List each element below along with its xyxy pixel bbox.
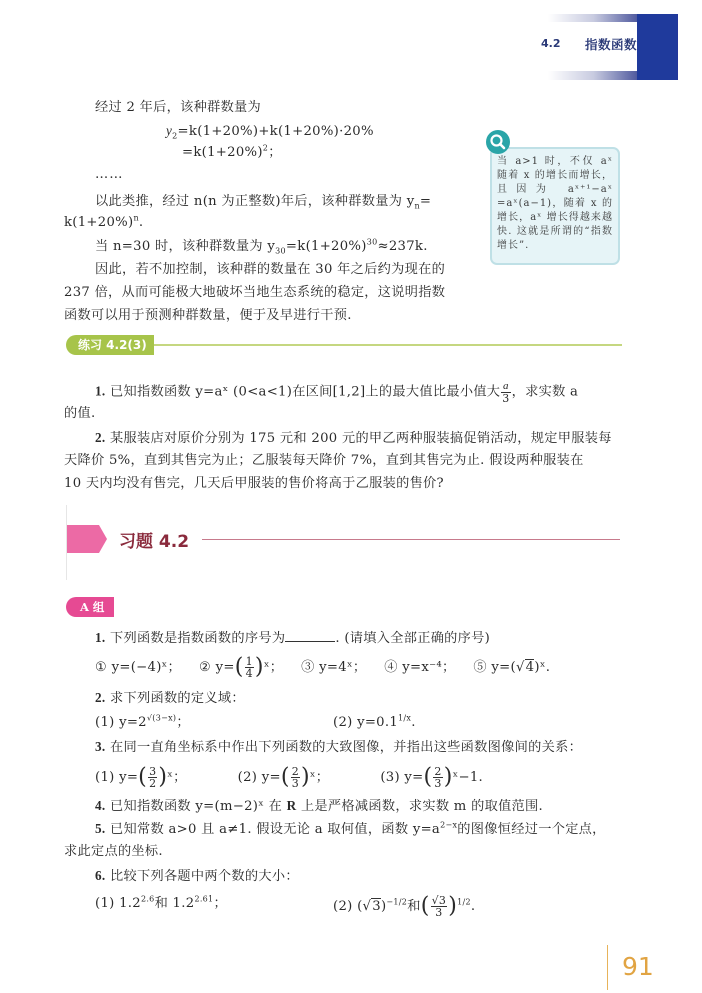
part-a: (1) 1.2: [95, 896, 141, 911]
part-b: 和 1.2: [154, 896, 195, 911]
exercise-q6-part-1: [95, 895, 227, 913]
exponent: √(3−x): [146, 713, 177, 723]
ellipsis: ……: [95, 167, 124, 182]
section-number: 4.2: [541, 37, 561, 50]
practice-title-badge: 练习 4.2(3): [66, 335, 154, 355]
body-line-1: 经过 2 年后，该种群数量为: [95, 100, 262, 115]
part-end: ；: [176, 715, 190, 730]
q4-text-b: 上是严格减函数，求实数 m 的取值范围.: [296, 799, 544, 814]
exponent: −1/2: [386, 897, 408, 907]
frac-den: 3: [502, 392, 510, 405]
q1-text-b: ，求实数 a: [511, 384, 579, 400]
frac-den: 3: [435, 906, 443, 919]
part-1-pre: (1) y=: [95, 770, 139, 785]
exercise-q1: [95, 629, 490, 648]
part-end: .: [411, 715, 416, 730]
p2-sup: 30: [366, 237, 378, 247]
part-pre: (1) y=2: [95, 715, 147, 730]
radicand: 3: [372, 899, 381, 914]
part-2-post: ˣ；: [309, 770, 330, 785]
exercise-tab-marker: [67, 525, 107, 553]
option-2-pre: ② y=: [199, 660, 235, 675]
frac-den: 4: [245, 667, 253, 680]
frac-den: 3: [291, 777, 300, 790]
eq2-end: ；: [268, 145, 282, 160]
option-1: ① y=(−4)ˣ；: [95, 660, 182, 675]
var-y: y: [166, 123, 173, 138]
fraction-sqrt3-3: [431, 895, 448, 918]
p1-a: 以此类推，经过 n(n 为正整数)年后，该种群数量为 y: [95, 194, 415, 209]
answer-blank[interactable]: [285, 629, 335, 642]
frac-num: 1: [245, 655, 253, 668]
eq2-text: =k(1+20%): [182, 145, 263, 160]
para-3-line-3: 函数可以用于预测种群数量，便于及早进行干预.: [64, 308, 352, 323]
p1-sup: n: [133, 213, 139, 223]
para-1-line-1: [95, 193, 431, 211]
para-2: [95, 238, 428, 256]
q-number: 3.: [95, 739, 106, 754]
part-2-pre: (2) y=: [237, 770, 281, 785]
q-number: 4.: [95, 798, 106, 813]
fraction-3-2: [148, 766, 157, 789]
exponent: 2−x: [440, 820, 458, 830]
fraction-2-3: [433, 766, 442, 789]
practice-q2-line-1: [95, 429, 612, 448]
q3-text: 在同一直角坐标系中作出下列函数的大致图像，并指出这些函数图像间的关系：: [110, 740, 583, 755]
q-number: 1.: [95, 383, 106, 399]
header-blue-block: [637, 14, 677, 80]
exercise-q2-part-1: [95, 714, 190, 732]
group-a-badge: A 组: [66, 597, 114, 617]
practice-q2-line-2: 天降价 5%，直到其售完为止；乙服装每天降价 7%，直到其售完为止. 假设两种服装在: [64, 453, 584, 468]
exponent: 2.61: [194, 894, 214, 904]
part-pre: (2) y=0.1: [333, 715, 399, 730]
fraction-1-4: [245, 656, 254, 679]
equation-y2-simplified: [182, 144, 282, 162]
part-1-post: ˣ；: [167, 770, 187, 785]
q-number: 2.: [95, 430, 106, 445]
part-end: ；: [213, 896, 227, 911]
exponent: 1/2: [457, 897, 471, 907]
part-3-post: ˣ−1.: [452, 770, 483, 785]
q-number: 5.: [95, 821, 106, 836]
practice-q1-line-2: 的值.: [64, 406, 96, 421]
part-3-pre: (3) y=: [380, 770, 424, 785]
practice-q2-line-3: 10 天内均没有售完，几天后甲服装的售价将高于乙服装的售价?: [64, 476, 444, 491]
q-number: 6.: [95, 868, 106, 883]
q5-text-b: 的图像恒经过一个定点，: [457, 822, 606, 837]
fraction-2-3: [291, 766, 300, 789]
para-1-line-2: [64, 214, 143, 232]
p1-sub: n: [414, 201, 420, 211]
page-number-rule: [607, 945, 608, 990]
exercise-q6: [95, 867, 299, 886]
magnifier-icon: [486, 130, 510, 154]
q1-text: 下列函数是指数函数的序号为: [110, 631, 286, 646]
p1-d: .: [138, 215, 144, 230]
exercise-divider: [202, 539, 620, 540]
frac-num: 3: [149, 765, 157, 778]
part-b: ): [380, 899, 387, 914]
exercise-q5-line-2: 求此定点的坐标.: [64, 844, 163, 859]
part-c: 和: [407, 899, 421, 914]
option-5-post: )ˣ.: [534, 660, 551, 675]
eq1-rhs: =k(1+20%)+k(1+20%)·20%: [177, 124, 374, 139]
part-a: (2) (: [333, 899, 363, 914]
exercise-q1-options: ① y=(−4)ˣ； ② y=( $\frac{1}{4}$ )ˣ； ③ y=4ˣ； ④ y=x⁻⁴； ⑤ y=(√4)ˣ.: [95, 654, 551, 680]
part-end: .: [470, 899, 476, 914]
p2-c: ≈237k.: [377, 239, 428, 254]
para-3-line-1: 因此，若不加控制，该种群的数量在 30 年之后约为现在的: [95, 262, 446, 277]
p2-a: 当 n=30 时，该种群数量为 y: [95, 239, 276, 254]
section-title: 指数函数: [585, 37, 638, 52]
exercise-q6-part-2: (2) $(√3)^{-1/2}$和( $\frac{√3}{3}$ )$^{1/2}$.: [333, 893, 476, 919]
frac-den: 3: [434, 777, 442, 790]
page-number: 91: [622, 952, 654, 981]
exponent: 2.6: [140, 894, 155, 904]
option-4: ④ y=x⁻⁴；: [384, 660, 456, 675]
equation-y2: [166, 122, 374, 141]
q1-hint: . (请填入全部正确的序号): [335, 631, 491, 646]
exponent: 1/x: [398, 713, 412, 723]
q4-text-a: 已知指数函数 y=(m−2)ˣ 在: [110, 799, 287, 814]
practice-divider: [154, 344, 622, 346]
practice-q1-line-1: [95, 380, 578, 404]
exercise-q3-parts: (1) y=( $\frac{3}{2}$ )ˣ； (2) y=( $\frac{2}{3}$ )ˣ； (3) y=( $\frac{2}{3}$ )ˣ−1.: [95, 764, 483, 790]
frac-num: a: [503, 380, 509, 392]
frac-num: 2: [434, 765, 442, 778]
exercise-vertical-rule: [66, 505, 67, 580]
exercise-q4: [95, 797, 543, 816]
eq2-sup: 2: [262, 143, 269, 153]
radicand: 4: [525, 660, 535, 675]
frac-num: √3: [431, 894, 447, 907]
exercise-q3: [95, 738, 582, 757]
exercise-q2: [95, 689, 245, 708]
frac-num: 2: [291, 765, 300, 778]
p1-c: k(1+20%): [64, 215, 134, 230]
q6-text: 比较下列各题中两个数的大小：: [110, 869, 299, 884]
fraction-a-over-3: [501, 380, 510, 404]
side-note-text: 当 a>1 时，不仅 aˣ 随着 x 的增长而增长，且因为 aˣ⁺¹−aˣ =aˣ(a−1)，随着 x 的增长，aˣ 增长得越来越快. 这就是所谓的“指数增长”.: [497, 156, 613, 251]
option-5-pre: ⑤ y=(: [473, 660, 516, 675]
q2-text: 求下列函数的定义域：: [110, 691, 245, 706]
option-3: ③ y=4ˣ；: [301, 660, 367, 675]
q5-text-a: 已知常数 a>0 且 a≠1. 假设无论 a 取何值，函数 y=a: [110, 822, 441, 837]
reals-symbol: R: [286, 798, 297, 813]
exercise-title: 习题 4.2: [119, 532, 190, 552]
q-number: 1.: [95, 630, 106, 645]
p2-b: =k(1+20%): [285, 239, 367, 254]
q2-line-1: 某服装店对原价分别为 175 元和 200 元的甲乙两种服装搞促销活动，规定甲服装每: [110, 431, 612, 446]
exercise-q5-line-1: [95, 820, 606, 839]
q-number: 2.: [95, 690, 106, 705]
frac-den: 2: [149, 777, 157, 790]
p2-sub: 30: [275, 246, 286, 256]
q1-text-a: 已知指数函数 y=aˣ (0<a<1)在区间[1,2]上的最大值比最小值大: [110, 384, 501, 400]
option-2-post: ˣ；: [263, 660, 284, 675]
sub-2: 2: [172, 131, 178, 141]
para-3-line-2: 237 倍，从而可能极大地破坏当地生态系统的稳定，这说明指数: [64, 285, 446, 300]
exercise-q2-part-2: [333, 714, 416, 732]
p1-b: =: [419, 194, 432, 209]
